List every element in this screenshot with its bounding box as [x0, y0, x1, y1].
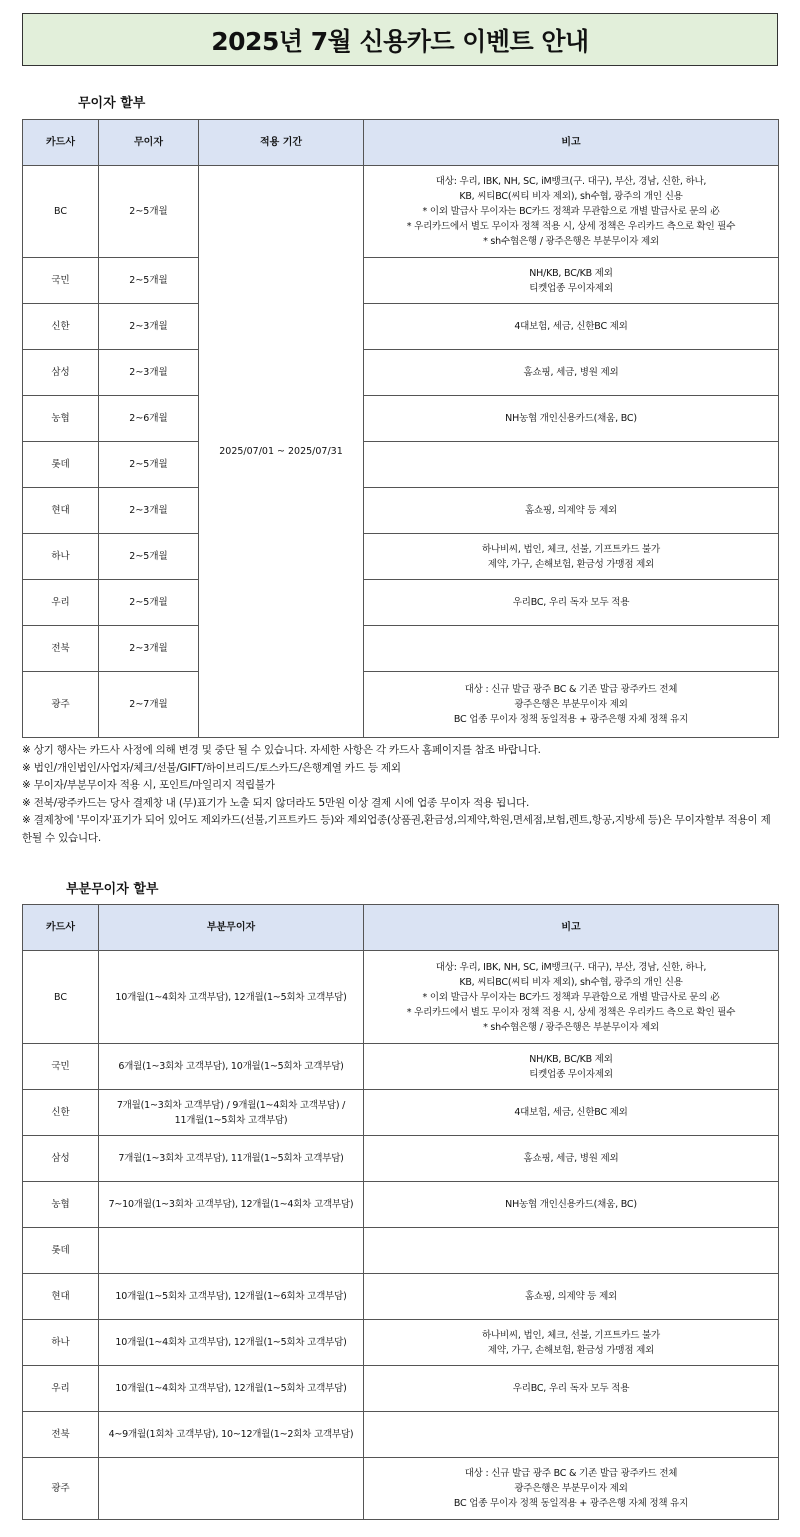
card-company: BC	[23, 166, 99, 258]
card-company: 현대	[23, 1274, 99, 1320]
interest-free-months: 2~3개월	[99, 304, 199, 350]
card-company: 롯데	[23, 1228, 99, 1274]
table-row	[23, 626, 779, 672]
table-row	[23, 166, 779, 258]
note-item: ※ 결제창에 '무이자'표기가 되어 있어도 제외카드(선불,기프트카드 등)와 제외업종(상품권,환금성,의제약,학원,면세점,보험,렌트,항공,지방세 등)은 무이자할부 적용이 제한될 수 있습니다.	[22, 814, 771, 844]
interest-free-months: 2~5개월	[99, 166, 199, 258]
table-header-row	[23, 905, 779, 951]
card-company: 하나	[23, 1320, 99, 1366]
table-row	[23, 672, 779, 738]
table-row	[23, 350, 779, 396]
note-cell: 홈쇼핑, 세금, 병원 제외	[364, 1136, 779, 1182]
notes-list	[22, 742, 778, 847]
page-title: 2025년 7월 신용카드 이벤트 안내	[22, 13, 778, 66]
partial-months: 10개월(1~4회차 고객부담), 12개월(1~5회차 고객부담)	[99, 951, 364, 1044]
note-cell	[364, 626, 779, 672]
applicable-period: 2025/07/01 ~ 2025/07/31	[199, 166, 364, 738]
table-row	[23, 258, 779, 304]
interest-free-table	[22, 119, 779, 738]
table-row	[23, 1366, 779, 1412]
note-cell: 대상: 우리, IBK, NH, SC, iM뱅크(구. 대구), 부산, 경남, 신한, 하나, KB, 씨티BC(씨티 비자 제외), sh수협, 광주의 개인 신용 * 이외 발급사 무이자는 BC카드 정책과 무관함으로 개별 발급사로 문의 必 * 우리카드에서 별도 무이자 정책 적용 시, 상세 정책은 우리카드 측으로 확인 필수 * sh수협은행 / 광주은행은 부분무이자 제외	[364, 951, 779, 1044]
partial-months	[99, 1458, 364, 1520]
table-row	[23, 1090, 779, 1136]
card-company: 농협	[23, 1182, 99, 1228]
note-item: ※ 무이자/부분무이자 적용 시, 포인트/마일리지 적립불가	[22, 779, 275, 791]
table-row	[23, 488, 779, 534]
interest-free-months: 2~3개월	[99, 626, 199, 672]
note-cell	[364, 1228, 779, 1274]
partial-months: 10개월(1~4회차 고객부담), 12개월(1~5회차 고객부담)	[99, 1320, 364, 1366]
card-company: 국민	[23, 1044, 99, 1090]
note-cell: 대상: 우리, IBK, NH, SC, iM뱅크(구. 대구), 부산, 경남, 신한, 하나, KB, 씨티BC(씨티 비자 제외), sh수협, 광주의 개인 신용 * 이외 발급사 무이자는 BC카드 정책과 무관함으로 개별 발급사로 문의 必 * 우리카드에서 별도 무이자 정책 적용 시, 상세 정책은 우리카드 측으로 확인 필수 * sh수협은행 / 광주은행은 부분무이자 제외	[364, 166, 779, 258]
interest-free-months: 2~5개월	[99, 442, 199, 488]
card-company: 전북	[23, 1412, 99, 1458]
header-note: 비고	[364, 905, 779, 951]
table-row	[23, 1412, 779, 1458]
header-company: 카드사	[23, 120, 99, 166]
header-period: 적용 기간	[199, 120, 364, 166]
note-item: ※ 법인/개인법인/사업자/체크/선불/GIFT/하이브리드/토스카드/은행계열 카드 등 제외	[22, 761, 401, 774]
table-row	[23, 580, 779, 626]
note-cell: 우리BC, 우리 독자 모두 적용	[364, 1366, 779, 1412]
table-row	[23, 1228, 779, 1274]
header-partial: 부분무이자	[99, 905, 364, 951]
card-company: 우리	[23, 580, 99, 626]
note-cell: 우리BC, 우리 독자 모두 적용	[364, 580, 779, 626]
interest-free-months: 2~6개월	[99, 396, 199, 442]
note-cell: 하나비씨, 법인, 체크, 선불, 기프트카드 불가 제약, 가구, 손해보험, 환금성 가맹점 제외	[364, 1320, 779, 1366]
note-cell: 홈쇼핑, 의제약 등 제외	[364, 1274, 779, 1320]
partial-months: 7~10개월(1~3회차 고객부담), 12개월(1~4회차 고객부담)	[99, 1182, 364, 1228]
table-row	[23, 396, 779, 442]
interest-free-months: 2~5개월	[99, 258, 199, 304]
card-company: 삼성	[23, 350, 99, 396]
table-row	[23, 1136, 779, 1182]
table-row	[23, 1274, 779, 1320]
card-company: 광주	[23, 672, 99, 738]
header-note: 비고	[364, 120, 779, 166]
partial-months: 4~9개월(1회차 고객부담), 10~12개월(1~2회차 고객부담)	[99, 1412, 364, 1458]
partial-interest-free-table	[22, 904, 779, 1520]
note-cell: 하나비씨, 법인, 체크, 선불, 기프트카드 불가 제약, 가구, 손해보험, 환금성 가맹점 제외	[364, 534, 779, 580]
partial-months: 10개월(1~4회차 고객부담), 12개월(1~5회차 고객부담)	[99, 1366, 364, 1412]
interest-free-months: 2~5개월	[99, 534, 199, 580]
card-company: 하나	[23, 534, 99, 580]
card-company: 우리	[23, 1366, 99, 1412]
note-cell: 홈쇼핑, 의제약 등 제외	[364, 488, 779, 534]
partial-months: 6개월(1~3회차 고객부담), 10개월(1~5회차 고객부담)	[99, 1044, 364, 1090]
interest-free-months: 2~3개월	[99, 350, 199, 396]
card-company: 삼성	[23, 1136, 99, 1182]
card-company: 신한	[23, 1090, 99, 1136]
partial-months	[99, 1228, 364, 1274]
interest-free-months: 2~7개월	[99, 672, 199, 738]
note-cell: NH농협 개인신용카드(채움, BC)	[364, 1182, 779, 1228]
card-company: 농협	[23, 396, 99, 442]
partial-months: 10개월(1~5회차 고객부담), 12개월(1~6회차 고객부담)	[99, 1274, 364, 1320]
table-row	[23, 951, 779, 1044]
card-company: 현대	[23, 488, 99, 534]
card-company: 국민	[23, 258, 99, 304]
header-months: 무이자	[99, 120, 199, 166]
table-row	[23, 304, 779, 350]
partial-months: 7개월(1~3회차 고객부담) / 9개월(1~4회차 고객부담) / 11개월(1~5회차 고객부담)	[99, 1090, 364, 1136]
note-cell: 4대보험, 세금, 신한BC 제외	[364, 1090, 779, 1136]
section-title-partial: 부분무이자 할부	[66, 882, 159, 897]
note-cell: NH농협 개인신용카드(채움, BC)	[364, 396, 779, 442]
note-item: ※ 전북/광주카드는 당사 결제창 내 (무)표기가 노출 되지 않더라도 5만원 이상 결제 시에 업종 무이자 적용 됩니다.	[22, 796, 530, 809]
interest-free-months: 2~3개월	[99, 488, 199, 534]
table-row	[23, 1044, 779, 1090]
table-row	[23, 442, 779, 488]
note-cell: 대상 : 신규 발급 광주 BC & 기존 발급 광주카드 전체 광주은행은 부분무이자 제외 BC 업종 무이자 정책 동일적용 + 광주은행 자체 정책 유지	[364, 672, 779, 738]
partial-months: 7개월(1~3회차 고객부담), 11개월(1~5회차 고객부담)	[99, 1136, 364, 1182]
table-row	[23, 534, 779, 580]
interest-free-months: 2~5개월	[99, 580, 199, 626]
card-company: 롯데	[23, 442, 99, 488]
note-cell: 홈쇼핑, 세금, 병원 제외	[364, 350, 779, 396]
table-row	[23, 1182, 779, 1228]
table-row	[23, 1320, 779, 1366]
section-title-interest-free: 무이자 할부	[78, 96, 146, 111]
card-company: 광주	[23, 1458, 99, 1520]
header-company: 카드사	[23, 905, 99, 951]
table-row	[23, 1458, 779, 1520]
note-cell	[364, 442, 779, 488]
card-company: 전북	[23, 626, 99, 672]
card-company: 신한	[23, 304, 99, 350]
note-cell: 대상 : 신규 발급 광주 BC & 기존 발급 광주카드 전체 광주은행은 부분무이자 제외 BC 업종 무이자 정책 동일적용 + 광주은행 자체 정책 유지	[364, 1458, 779, 1520]
note-cell: NH/KB, BC/KB 제외 티켓업종 무이자제외	[364, 258, 779, 304]
note-cell	[364, 1412, 779, 1458]
note-item: ※ 상기 행사는 카드사 사정에 의해 변경 및 중단 될 수 있습니다. 자세한 사항은 각 카드사 홈페이지를 참조 바랍니다.	[22, 744, 541, 756]
note-cell: NH/KB, BC/KB 제외 티켓업종 무이자제외	[364, 1044, 779, 1090]
note-cell: 4대보험, 세금, 신한BC 제외	[364, 304, 779, 350]
card-company: BC	[23, 951, 99, 1044]
table-header-row	[23, 120, 779, 166]
